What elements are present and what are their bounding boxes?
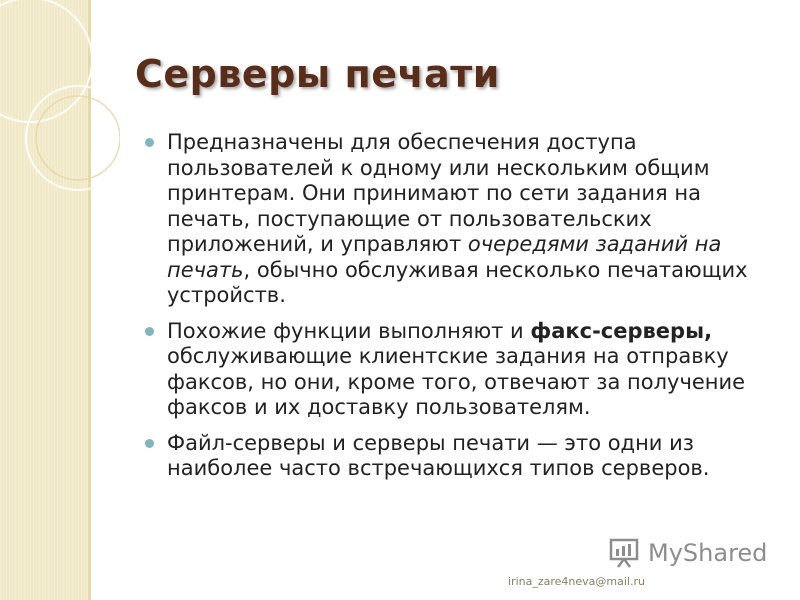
bullet-dot	[145, 138, 154, 147]
myshared-logo[interactable]	[608, 536, 767, 570]
slide-title: Серверы печати	[135, 52, 500, 96]
presentation-board-icon	[608, 537, 642, 569]
logo-text: MyShared	[648, 539, 768, 567]
bullet-text-italic: очередями заданий на печать	[167, 232, 722, 282]
bullet-dot	[145, 439, 154, 448]
bullet-item	[145, 431, 775, 482]
bullet-item	[145, 130, 775, 309]
author-email: irina_zare4neva@mail.ru	[508, 575, 645, 588]
decorative-circles	[0, 0, 120, 220]
bullet-item	[145, 319, 775, 421]
bullet-text-segment: Файл-серверы и серверы печати — это одни из наиболее часто встречающихся типов серверов.	[167, 430, 710, 480]
bullet-dot	[145, 327, 154, 336]
bullet-list	[145, 130, 775, 492]
bullet-text-segment: Похожие функции выполняют и	[167, 318, 531, 343]
bullet-text-segment: обслуживающие клиентские задания на отправку факсов, но они, кроме того, отвечают за получение факсов и их доставку пользователям.	[167, 344, 746, 419]
bullet-text-segment: Предназначены для обеспечения доступа пользователей к одному или нескольким общим принтерам. Они принимают по сети задания на печать, поступающие от пользовательских приложений, и управляют	[167, 130, 710, 256]
bullet-text-bold: факс-серверы,	[530, 318, 713, 343]
bullet-text-segment: , обычно обслуживая несколько печатающих устройств.	[167, 257, 748, 307]
